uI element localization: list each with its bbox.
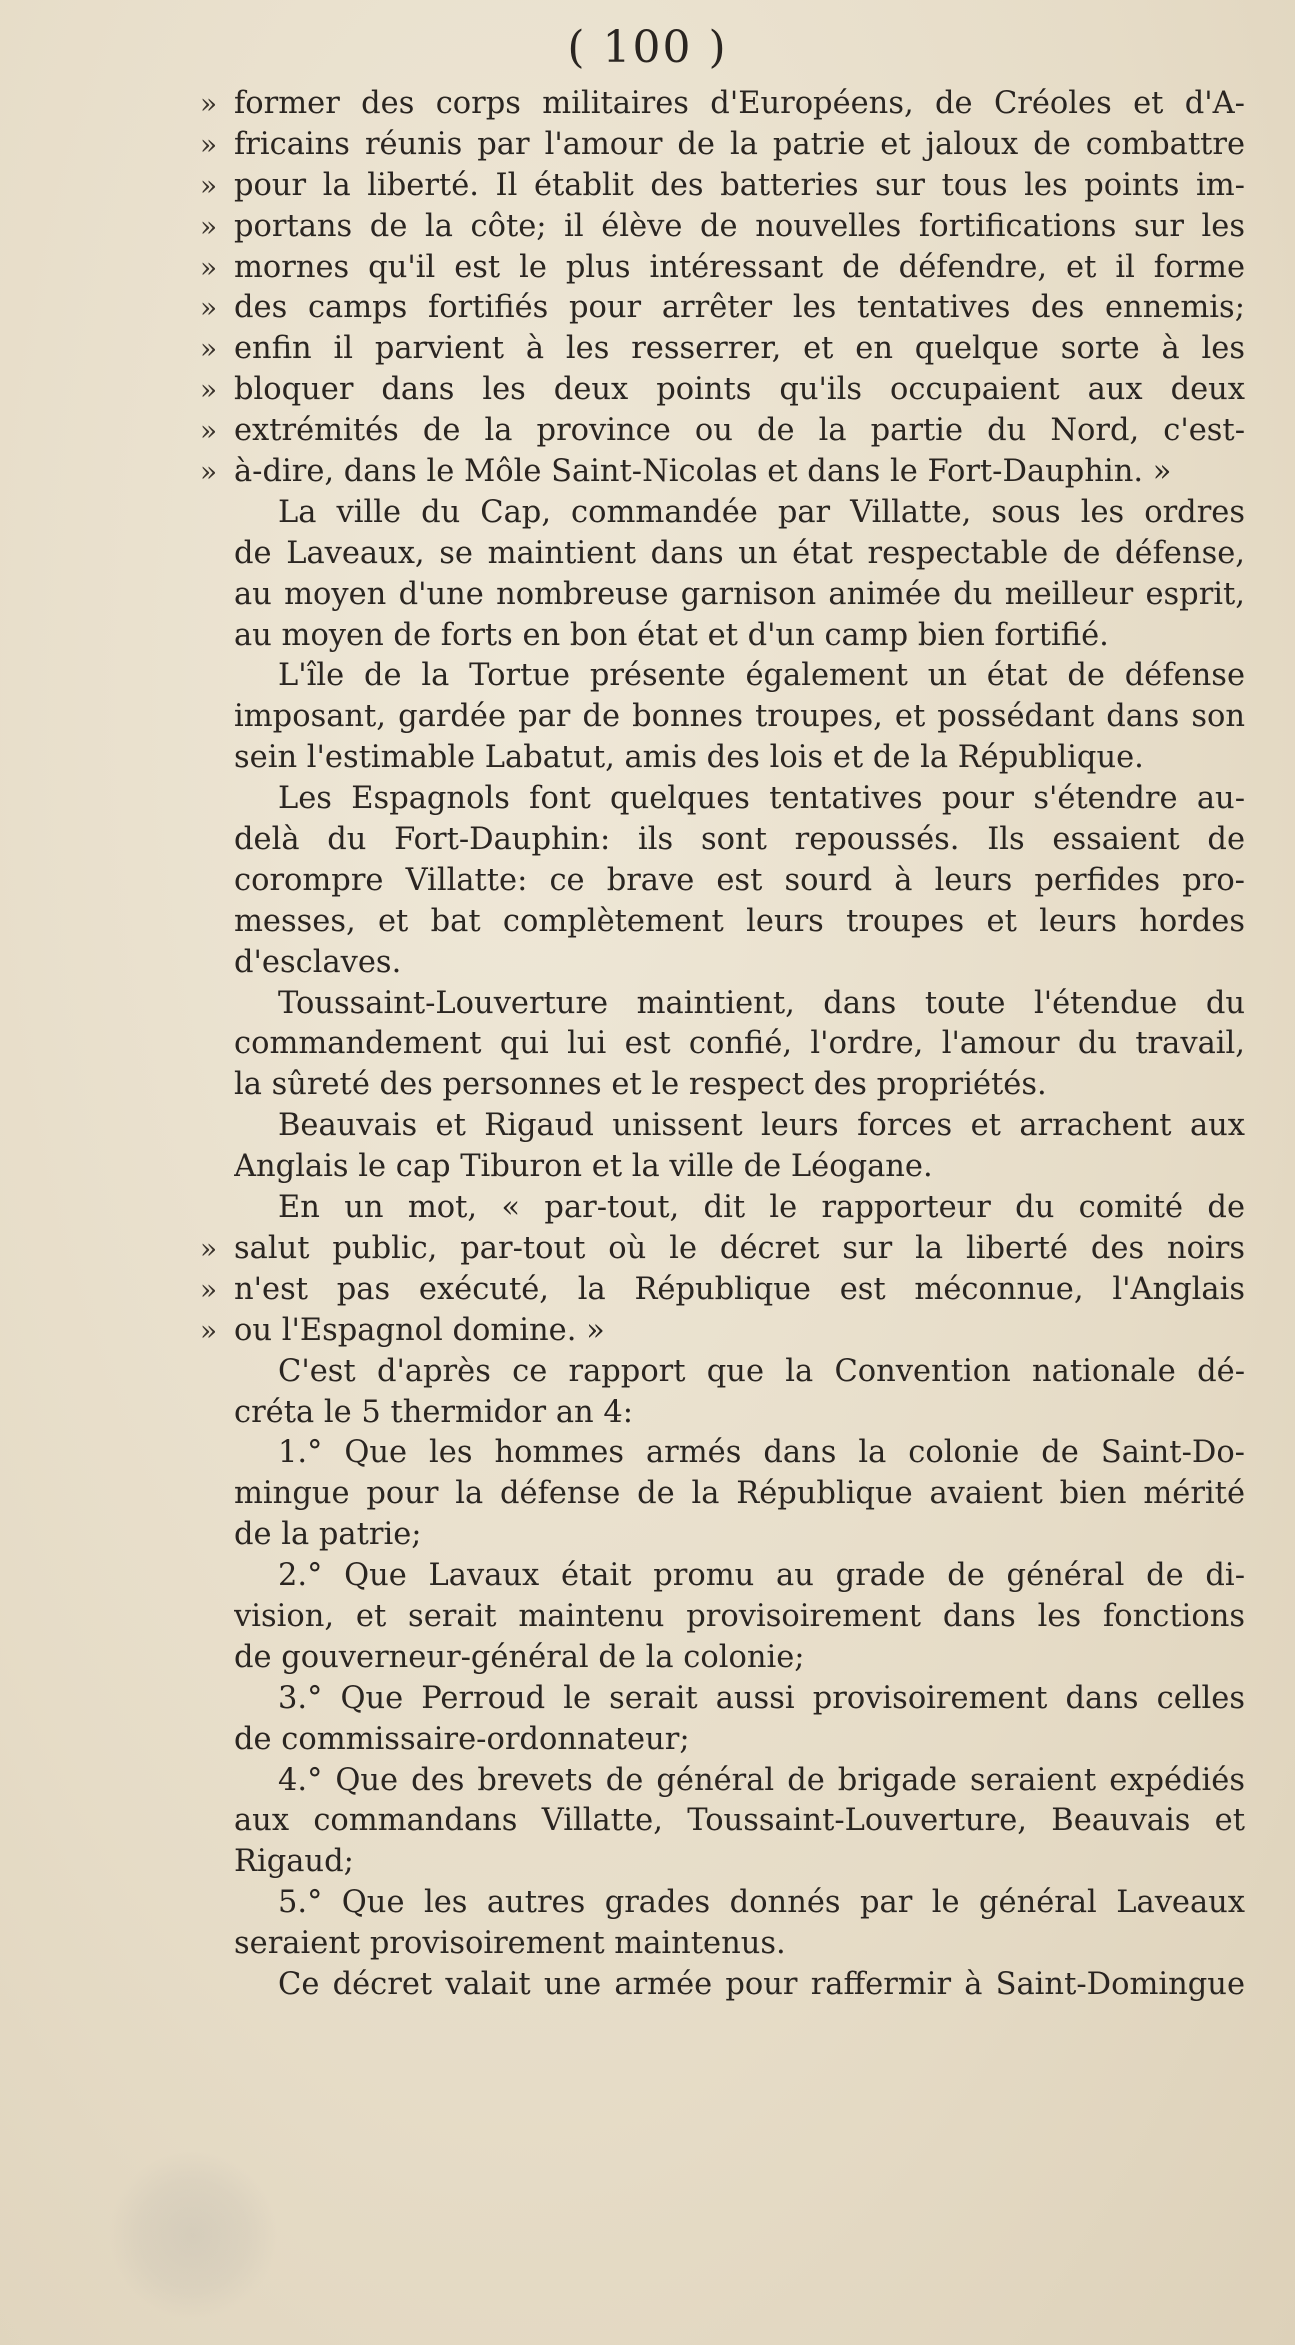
line-text: Rigaud; (234, 1844, 354, 1880)
text-line (200, 861, 1245, 902)
text-line (200, 902, 1245, 943)
line-text: pour la liberté. Il établit des batteries sur tous les points im- (234, 167, 1245, 203)
line-text: n'est pas exécuté, la République est méconnue, l'Anglais (234, 1271, 1245, 1307)
quote-mark: » (200, 291, 218, 325)
line-text: au moyen de forts en bon état et d'un camp bien fortifié. (234, 617, 1109, 653)
line-text: Ce décret valait une armée pour raffermir à Saint-Domingue (278, 1966, 1245, 2002)
line-text: 4.° Que des brevets de général de brigade seraient expédiés (278, 1762, 1245, 1798)
quote-mark: » (200, 414, 218, 448)
text-line (200, 1024, 1245, 1065)
quote-mark: » (200, 87, 218, 120)
line-text: aux commandans Villatte, Toussaint-Louverture, Beauvais et (234, 1803, 1245, 1839)
text-line (200, 697, 1245, 738)
quote-mark: » (200, 455, 218, 489)
text-line (200, 1515, 1245, 1556)
line-text: messes, et bat complètement leurs troupes et leurs hordes (234, 903, 1245, 939)
text-line (200, 248, 1245, 289)
text-line (200, 207, 1245, 248)
text-line (200, 370, 1245, 411)
line-text: L'île de la Tortue présente également un état de défense (278, 658, 1245, 694)
text-line (200, 943, 1245, 984)
line-text: 2.° Que Lavaux était promu au grade de général de di- (278, 1558, 1245, 1594)
quote-mark: » (200, 1313, 218, 1347)
line-text: former des corps militaires d'Européens, de Créoles et d'A- (234, 86, 1245, 121)
line-text: delà du Fort-Dauphin: ils sont repoussés. Ils essaient de (234, 822, 1245, 858)
text-line (200, 1801, 1245, 1842)
text-line (200, 534, 1245, 575)
body-text (200, 84, 1245, 2006)
line-text: C'est d'après ce rapport que la Convention nationale dé- (278, 1353, 1245, 1389)
line-text: sein l'estimable Labatut, amis des lois et de la République. (234, 740, 1144, 776)
text-line (200, 493, 1245, 534)
quote-mark: » (200, 332, 218, 366)
quote-mark: » (200, 373, 218, 407)
text-line (200, 1188, 1245, 1229)
line-text: de gouverneur-général de la colonie; (234, 1639, 805, 1675)
quote-mark: » (200, 250, 218, 284)
line-text: fricains réunis par l'amour de la patrie et jaloux de combattre (234, 126, 1245, 162)
line-text: extrémités de la province ou de la partie du Nord, c'est- (234, 413, 1245, 449)
text-line (200, 575, 1245, 616)
text-line (200, 1393, 1245, 1434)
line-text: des camps fortifiés pour arrêter les tentatives des ennemis; (234, 290, 1245, 326)
text-line (200, 1679, 1245, 1720)
text-line (200, 1842, 1245, 1883)
text-line (200, 1638, 1245, 1679)
line-text: 5.° Que les autres grades donnés par le général Laveaux (278, 1885, 1245, 1921)
line-text: portans de la côte; il élève de nouvelles fortifications sur les (234, 208, 1245, 244)
line-text: la sûreté des personnes et le respect des propriétés. (234, 1067, 1047, 1103)
line-text: 1.° Que les hommes armés dans la colonie de Saint-Do- (278, 1435, 1245, 1471)
line-text: commandement qui lui est confié, l'ordre, l'amour du travail, (234, 1026, 1245, 1062)
text-line (200, 84, 1245, 125)
line-text: salut public, par-tout où le décret sur la liberté des noirs (234, 1230, 1245, 1266)
line-text: Anglais le cap Tiburon et la ville de Léogane. (234, 1149, 933, 1185)
quote-mark: » (200, 127, 218, 161)
line-text: à-dire, dans le Môle Saint-Nicolas et dans le Fort-Dauphin. » (234, 454, 1172, 490)
text-line (200, 1106, 1245, 1147)
line-text: 3.° Que Perroud le serait aussi provisoirement dans celles (278, 1680, 1245, 1716)
line-text: vision, et serait maintenu provisoirement dans les fonctions (234, 1598, 1245, 1634)
text-line (200, 1883, 1245, 1924)
line-text: Toussaint-Louverture maintient, dans toute l'étendue du (278, 985, 1245, 1021)
line-text: Beauvais et Rigaud unissent leurs forces et arrachent aux (278, 1108, 1245, 1144)
text-line (200, 329, 1245, 370)
text-line (200, 616, 1245, 657)
line-text: de Laveaux, se maintient dans un état respectable de défense, (234, 535, 1245, 571)
quote-mark: » (200, 1231, 218, 1265)
text-line (200, 656, 1245, 697)
line-text: imposant, gardée par de bonnes troupes, et possédant dans son (234, 699, 1245, 735)
text-line (200, 411, 1245, 452)
line-text: au moyen d'une nombreuse garnison animée du meilleur esprit, (234, 576, 1245, 612)
line-text: corompre Villatte: ce brave est sourd à leurs perfides pro- (234, 862, 1245, 898)
line-text: ou l'Espagnol domine. » (234, 1312, 605, 1348)
line-text: Les Espagnols font quelques tentatives pour s'étendre au- (278, 781, 1245, 817)
text-line (200, 1270, 1245, 1311)
text-line (200, 1556, 1245, 1597)
text-line (200, 984, 1245, 1025)
line-text: enfin il parvient à les resserrer, et en quelque sorte à les (234, 331, 1245, 367)
quote-mark: » (200, 168, 218, 202)
text-line (200, 1474, 1245, 1515)
quote-mark: » (200, 1272, 218, 1306)
text-line (200, 1147, 1245, 1188)
line-text: d'esclaves. (234, 944, 402, 980)
text-line (200, 452, 1245, 493)
text-line (200, 1229, 1245, 1270)
text-line (200, 288, 1245, 329)
text-line (200, 1597, 1245, 1638)
line-text: mingue pour la défense de la République avaient bien mérité (234, 1476, 1245, 1512)
text-line (200, 738, 1245, 779)
line-text: seraient provisoirement maintenus. (234, 1926, 786, 1962)
text-line (200, 166, 1245, 207)
text-line (200, 1924, 1245, 1965)
text-line (200, 820, 1245, 861)
line-text: de commissaire-ordonnateur; (234, 1721, 690, 1757)
text-line (200, 1965, 1245, 2006)
library-stamp (108, 2150, 278, 2320)
text-line (200, 1720, 1245, 1761)
line-text: En un mot, « par-tout, dit le rapporteur du comité de (278, 1190, 1245, 1226)
text-line (200, 125, 1245, 166)
quote-mark: » (200, 209, 218, 243)
line-text: bloquer dans les deux points qu'ils occupaient aux deux (234, 372, 1245, 408)
text-line (200, 779, 1245, 820)
page-number: ( 100 ) (567, 22, 728, 73)
text-line (200, 1352, 1245, 1393)
text-line (200, 1433, 1245, 1474)
text-line (200, 1761, 1245, 1802)
line-text: mornes qu'il est le plus intéressant de défendre, et il forme (234, 249, 1245, 285)
text-line (200, 1311, 1245, 1352)
line-text: La ville du Cap, commandée par Villatte, sous les ordres (278, 494, 1245, 530)
text-line (200, 1065, 1245, 1106)
line-text: de la patrie; (234, 1517, 422, 1553)
line-text: créta le 5 thermidor an 4: (234, 1394, 634, 1430)
